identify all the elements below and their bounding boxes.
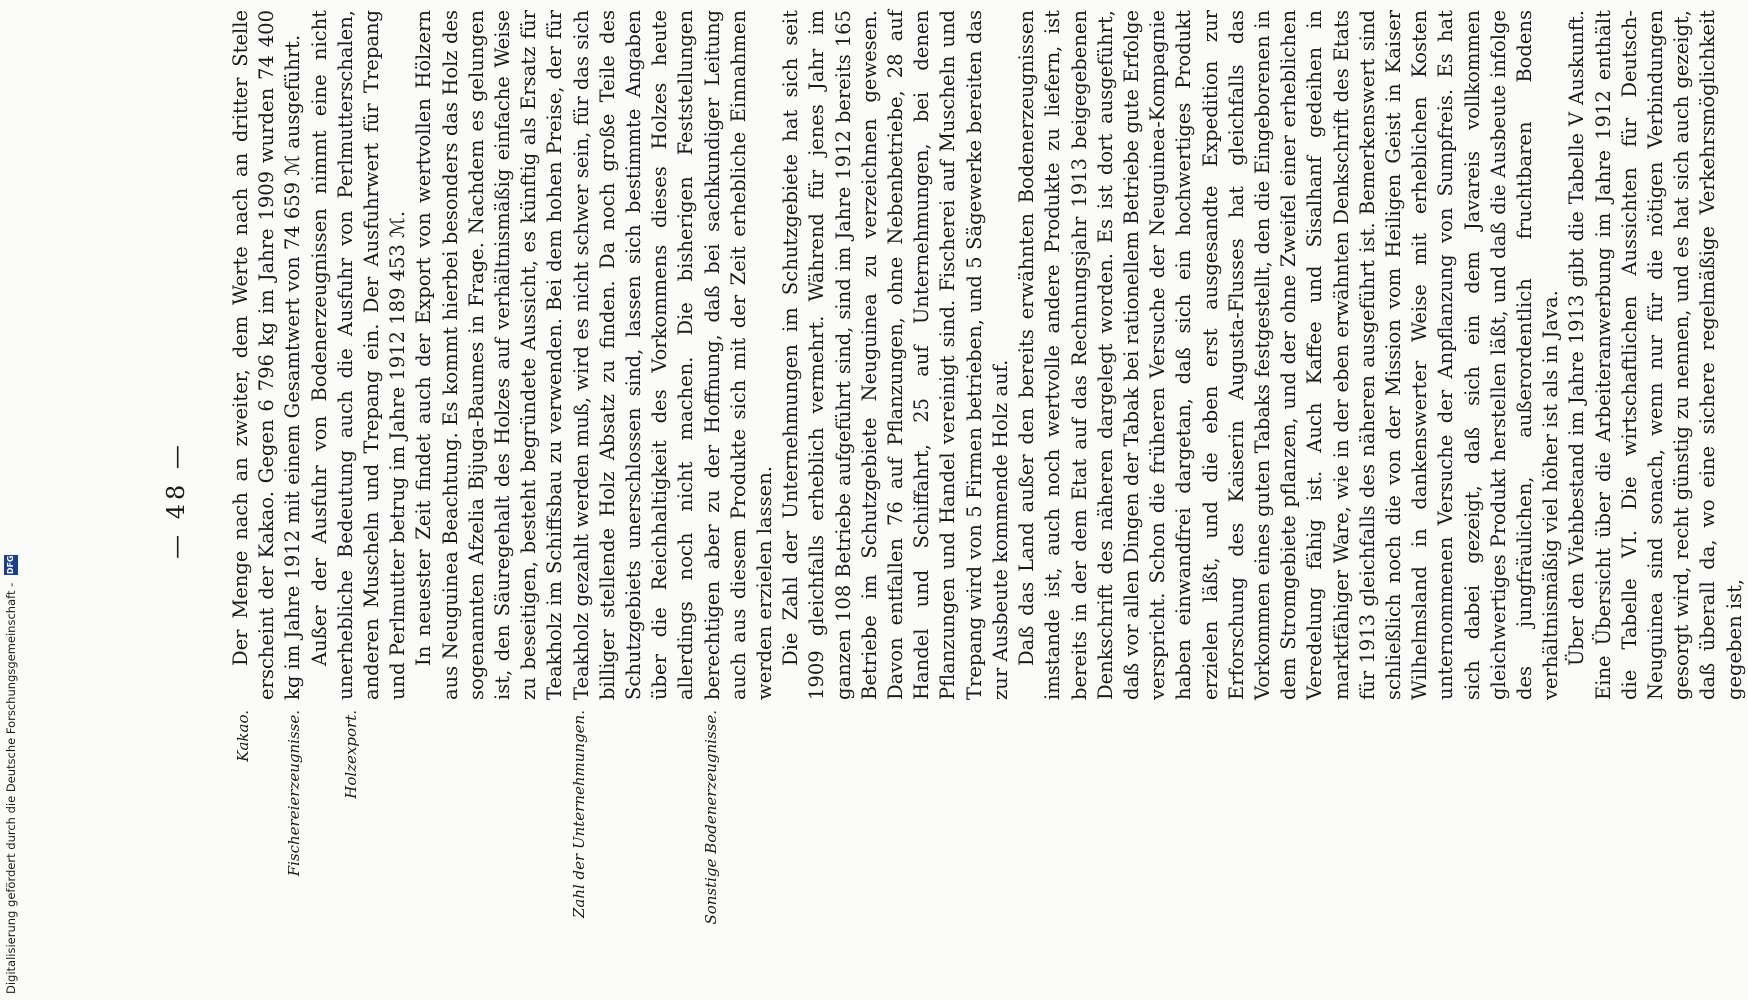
paragraph: Die Zahl der Unternehmungen im Schutzgebiete hat sich seit 1909 gleichfalls erheblich vermehrt. Während für jenes Jahr im ganzen 108 Betriebe aufgeführt sind, sind im Jahre 1912 bereits 165 Betriebe im Schutzgebiete Neuguinea zu verzeichnen gewesen. Davon entfallen 76 auf Pflanzungen, ohne Nebenbetriebe, 28 auf Handel und Schiffahrt, 25 auf Unternehmungen, bei denen Pflanzungen und Handel vereinigt sind. Fischerei auf Muscheln und Trepang wird von 5 Firmen betrieben, und 5 Sägewerke bereiten das zur Ausbeute kommende Holz auf.	[779, 10, 1012, 700]
footer-text: Digitalisierung gefördert durch die Deutsche Forschungsgemeinschaft -	[4, 582, 18, 994]
margin-note-kakao: Kakao.	[234, 710, 252, 762]
paragraph: Der Menge nach an zweiter, dem Werte nach an dritter Stelle erscheint der Kakao. Gegen 6 796 kg im Jahre 1909 wurden 74 400 kg im Jahre 1912 mit einem Gesamtwert von 74 659 ℳ ausgeführt.	[229, 10, 305, 700]
dfg-logo-icon: DFG	[4, 555, 18, 575]
margin-note-holzexport: Holzexport.	[342, 710, 360, 799]
body-text	[228, 10, 1748, 700]
paragraph: Über den Viehbestand im Jahre 1913 gibt die Tabelle V Auskunft. Eine Übersicht über die Arbeiteranwerbung im Jahre 1912 enthält die Tabelle VI. Die wirtschaftlichen Aussichten für Deutsch-Neuguinea sind sonach, wenn nur für die nötigen Verbindungen gesorgt wird, recht günstig zu nennen, und es hat sich auch gezeigt, daß überall da, wo eine sichere regelmäßige Verkehrsmöglichkeit gegeben ist,	[1565, 10, 1746, 700]
paragraph: In neuester Zeit findet auch der Export von wertvollen Hölzern aus Neuguinea Beachtung. Es kommt hierbei besonders das Holz des sogenannten Afzelia Bijuga-Baumes in Frage. Nachdem es gelungen ist, den Säuregehalt des Holzes auf verhältnismäßig einfache Weise zu beseitigen, besteht begründete Aussicht, es künftig als Ersatz für Teakholz im Schiffsbau zu verwenden. Bei dem hohen Preise, der für Teakholz gezahlt werden muß, wird es nicht schwer sein, für das sich billiger stellende Holz Absatz zu finden. Da noch große Teile des Schutzgebiets unerschlossen sind, lassen sich bestimmte Angaben über die Reichhaltigkeit des Vorkommens dieses Holzes heute allerdings noch nicht machen. Die bisherigen Feststellungen berechtigen aber zu der Hoffnung, daß bei sachkundiger Leitung auch aus diesem Produkte sich mit der Zeit erhebliche Einnahmen werden erzielen lassen.	[412, 10, 777, 700]
paragraph: Außer der Ausfuhr von Bodenerzeugnissen nimmt eine nicht unerhebliche Bedeutung auch die Ausfuhr von Perlmutterschalen, anderen Muscheln und Trepang ein. Der Ausfuhrwert für Trepang und Perlmutter betrug im Jahre 1912 189 453 ℳ.	[307, 10, 410, 700]
rotated-page	[150, 0, 1746, 1000]
margin-note-fischerei: Fischereierzeugnisse.	[285, 710, 303, 877]
digitization-footer	[0, 0, 22, 1000]
margin-note-bodenerzeugnisse: Sonstige Bodenerzeugnisse.	[702, 710, 720, 925]
margin-note-unternehmungen: Zahl der Unternehmungen.	[570, 710, 588, 919]
page-number: — 48 —	[162, 441, 190, 559]
paragraph: Daß das Land außer den bereits erwähnten Bodenerzeugnissen imstande ist, auch noch wertvolle andere Produkte zu liefern, ist bereits in der dem Etat auf das Rechnungsjahr 1913 beigegebenen Denkschrift des näheren dargelegt worden. Es ist dort ausgeführt, daß vor allen Dingen der Tabak bei rationellem Betriebe gute Erfolge verspricht. Schon die früheren Versuche der Neuguinea-Kompagnie haben einwandfrei dargetan, daß sich ein hochwertiges Produkt erzielen läßt, und die eben erst ausgesandte Expedition zur Erforschung des Kaiserin Augusta-Flusses hat gleichfalls das Vorkommen eines guten Tabaks festgestellt, den die Eingeborenen in dem Stromgebiete pflanzen, und der ohne Zweifel einer erheblichen Veredelung fähig ist. Auch Kaffee und Sisalhanf gedeihen in marktfähiger Ware, wie in der eben erwähnten Denkschrift des Etats für 1913 gleichfalls des näheren ausgeführt ist. Bemerkenswert sind schließlich noch die von der Mission vom Heiligen Geist in Kaiser Wilhelmsland in dankenswerter Weise mit erheblichen Kosten unternommenen Versuche der Anpflanzung von Sumpfreis. Es hat sich dabei gezeigt, daß sich ein dem Javareis vollkommen gleichwertiges Produkt herstellen läßt, und daß die Ausbeute infolge des jungfräulichen, außerordentlich fruchtbaren Bodens verhältnismäßig viel höher ist als in Java.	[1015, 10, 1563, 700]
margin-notes	[150, 710, 1250, 1000]
